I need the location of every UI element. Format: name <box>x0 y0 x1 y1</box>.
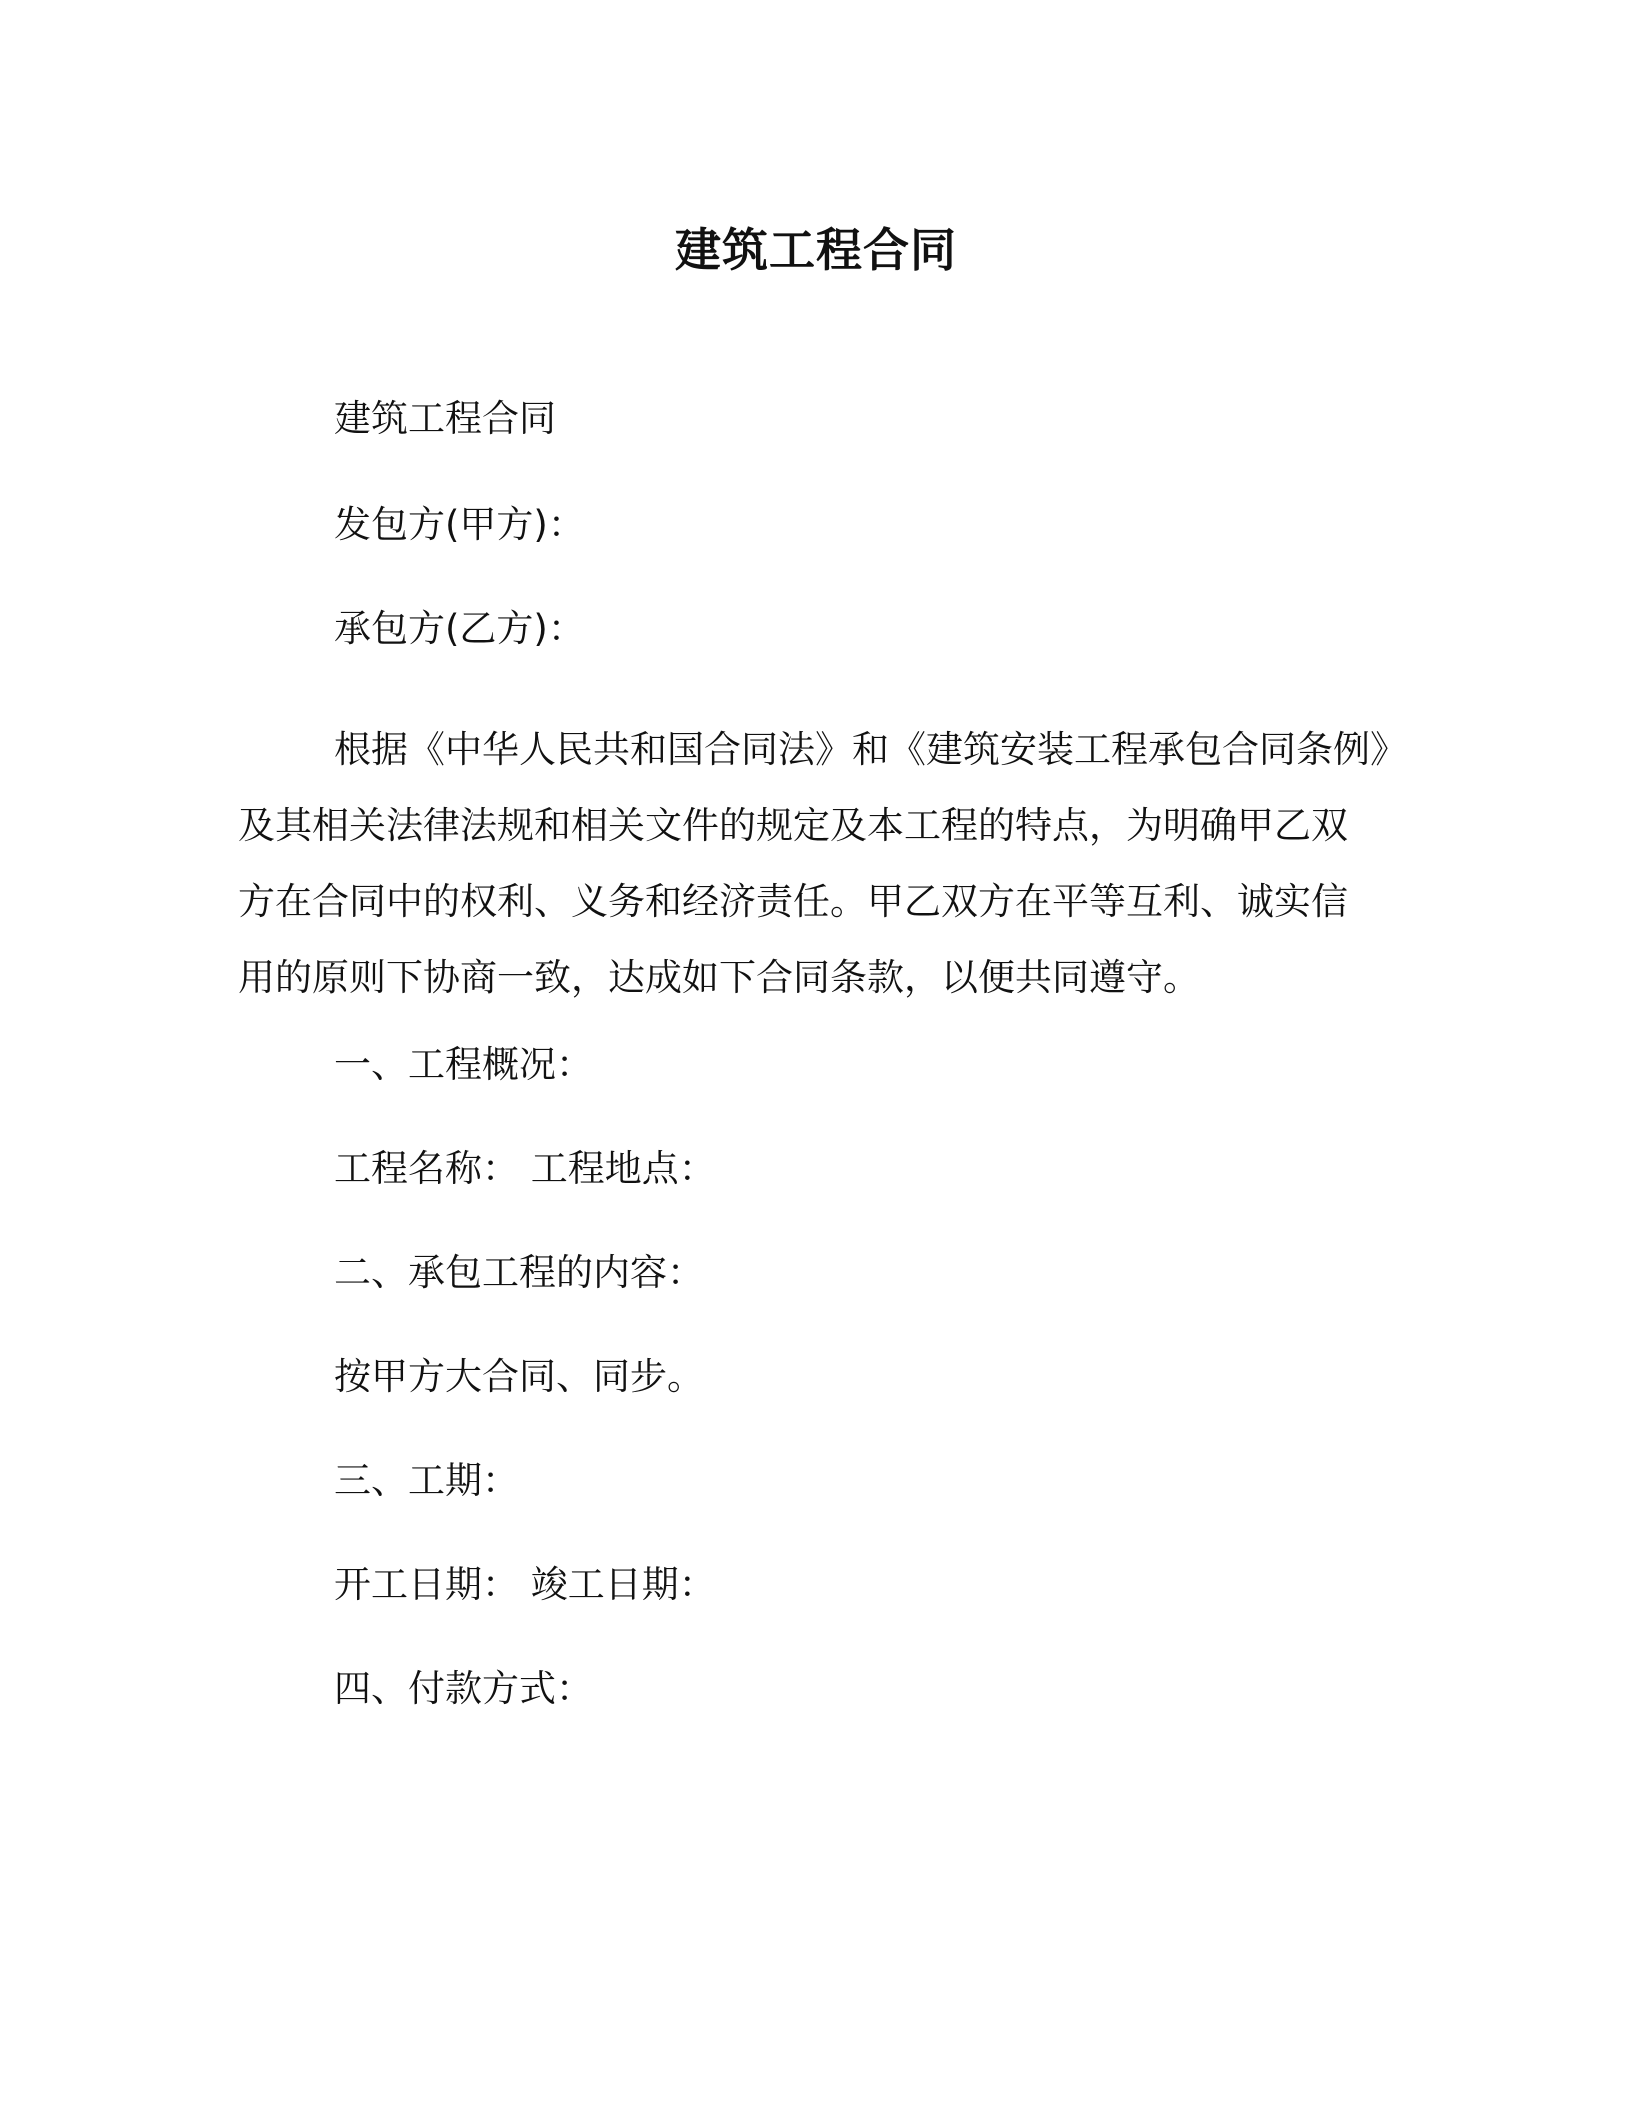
section-2-heading: 二、承包工程的内容： <box>334 1251 704 1294</box>
document-title: 建筑工程合同 <box>675 223 957 277</box>
contract-content-line: 按甲方大合同、同步。 <box>334 1355 704 1398</box>
intro-paragraph <box>238 712 1407 1016</box>
party-a-line: 发包方(甲方)： <box>334 503 585 546</box>
section-3-heading: 三、工期： <box>334 1459 519 1502</box>
dates-line: 开工日期： 竣工日期： <box>334 1563 716 1606</box>
intro-line: 根据《中华人民共和国合同法》和《建筑安装工程承包合同条例》 <box>334 728 1407 771</box>
project-name-location-line: 工程名称： 工程地点： <box>334 1147 716 1190</box>
contract-heading: 建筑工程合同 <box>334 397 556 440</box>
intro-line: 用的原则下协商一致，达成如下合同条款，以便共同遵守。 <box>238 956 1200 999</box>
intro-line: 及其相关法律法规和相关文件的规定及本工程的特点，为明确甲乙双 <box>238 804 1348 847</box>
intro-line: 方在合同中的权利、义务和经济责任。甲乙双方在平等互利、诚实信 <box>238 880 1348 923</box>
section-1-heading: 一、工程概况： <box>334 1043 593 1086</box>
party-b-line: 承包方(乙方)： <box>334 607 585 650</box>
section-4-heading: 四、付款方式： <box>334 1667 593 1710</box>
